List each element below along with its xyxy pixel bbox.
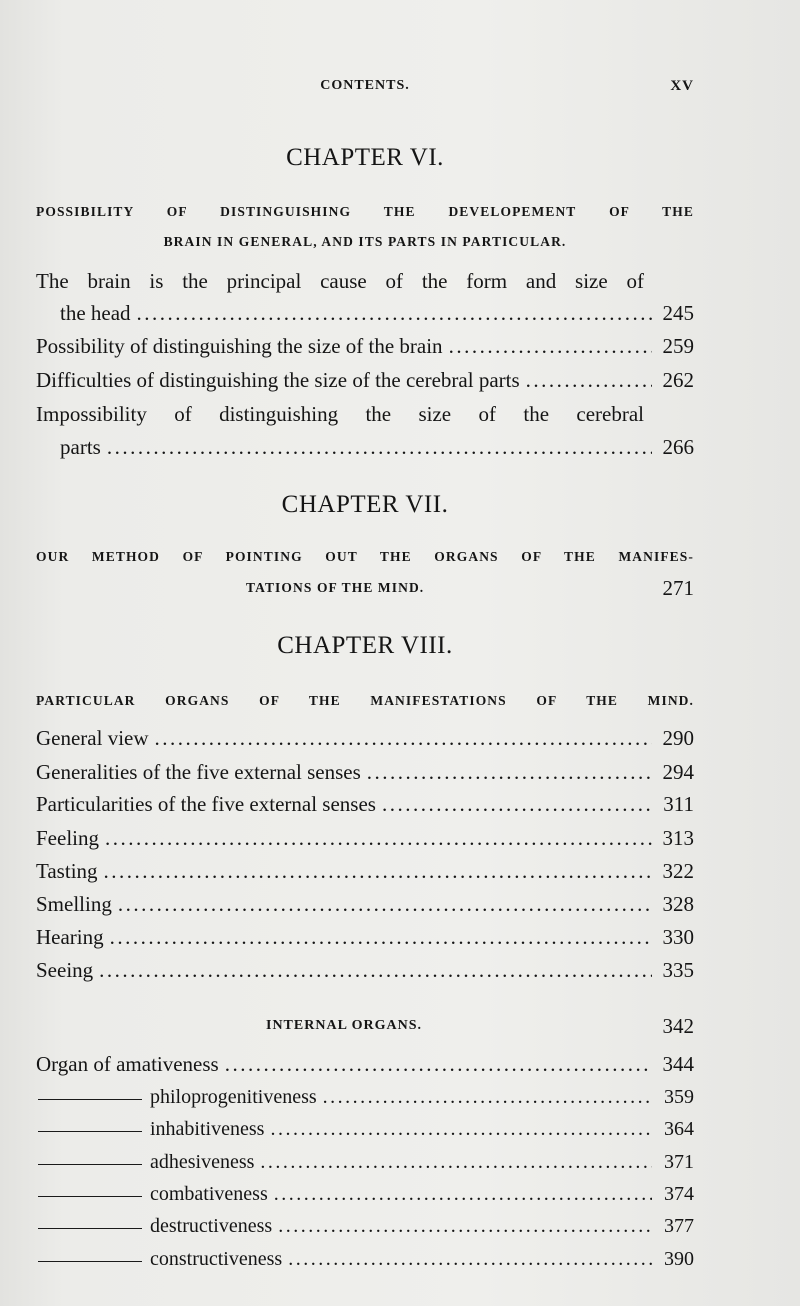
toc-entry-page: 294 <box>662 760 694 784</box>
dot-leader <box>270 1113 652 1145</box>
toc-entry <box>36 788 694 820</box>
toc-entry-text: General view <box>36 726 149 750</box>
dot-leader <box>107 431 652 463</box>
toc-sub-entry <box>38 1081 694 1113</box>
toc-entry-page: 271 <box>662 576 694 600</box>
chapter-title: CHAPTER VII. <box>281 491 449 518</box>
dot-leader <box>278 1210 652 1242</box>
toc-entry-text: Hearing <box>36 925 104 949</box>
dot-leader <box>104 855 652 887</box>
toc-entry-text: destructiveness <box>150 1215 273 1237</box>
toc-entry-page: 371 <box>664 1151 694 1173</box>
toc-entry <box>36 1048 694 1080</box>
toc-entry-page: 245 <box>662 301 694 325</box>
page-number: XV <box>670 78 694 94</box>
toc-entry-page: 313 <box>662 826 694 850</box>
toc-entry-text: philoprogenitiveness <box>150 1086 317 1108</box>
toc-entry-page: 335 <box>662 958 694 982</box>
dot-leader <box>367 756 652 788</box>
toc-entry-text: Smelling <box>36 892 112 916</box>
toc-entry-line: Impossibility of distinguishing the size of the cerebral <box>36 402 644 426</box>
toc-entry-page: 374 <box>664 1183 694 1205</box>
dot-leader <box>323 1081 652 1113</box>
dot-leader <box>225 1048 652 1080</box>
chapter-subtitle <box>36 542 694 572</box>
toc-entry-page: 290 <box>662 726 694 750</box>
toc-entry-text: combativeness <box>150 1183 268 1205</box>
toc-entry-page: 342 <box>662 1014 694 1038</box>
section-label: INTERNAL ORGANS. <box>266 1018 423 1033</box>
ditto-rule <box>38 1131 142 1132</box>
toc-entry <box>60 297 694 329</box>
toc-entry-text: adhesiveness <box>150 1151 255 1173</box>
toc-entry <box>36 888 694 920</box>
dot-leader <box>118 888 652 920</box>
ditto-rule <box>38 1164 142 1165</box>
dot-leader <box>274 1178 652 1210</box>
toc-entry-text: Generalities of the five external senses <box>36 760 361 784</box>
toc-entry-text: Feeling <box>36 826 99 850</box>
section-row <box>36 1010 694 1042</box>
chapter-subtitle-line: OUR METHOD OF POINTING OUT THE ORGANS OF THE MANIFES- <box>36 549 694 564</box>
ditto-rule <box>38 1099 142 1100</box>
toc-entry-line: The brain is the principal cause of the form and size of <box>36 269 644 293</box>
toc-entry-text: Difficulties of distinguishing the size of the cerebral parts <box>36 368 520 392</box>
toc-entry-text: inhabitiveness <box>150 1118 265 1140</box>
ditto-rule <box>38 1228 142 1229</box>
toc-entry-text: parts <box>60 435 101 459</box>
dot-leader <box>155 722 652 754</box>
dot-leader <box>110 921 652 953</box>
dot-leader <box>526 364 652 396</box>
dot-leader <box>260 1146 652 1178</box>
toc-sub-entry <box>38 1146 694 1178</box>
toc-entry-page: 259 <box>662 334 694 358</box>
chapter-subtitle <box>36 197 694 257</box>
toc-entry-text: constructiveness <box>150 1248 283 1270</box>
chapter-title: CHAPTER VIII. <box>277 632 453 659</box>
dot-leader <box>137 297 652 329</box>
chapter-subtitle-line: PARTICULAR ORGANS OF THE MANIFESTATIONS OF THE MIND. <box>36 693 694 708</box>
toc-entry-page: 262 <box>662 368 694 392</box>
toc-sub-entry <box>38 1243 694 1275</box>
chapter-subtitle <box>36 686 694 716</box>
toc-entry-page: 390 <box>664 1248 694 1270</box>
running-title: CONTENTS. <box>320 78 410 93</box>
toc-sub-entry <box>38 1113 694 1145</box>
toc-entry-page: 330 <box>662 925 694 949</box>
toc-entry <box>60 431 694 463</box>
toc-entry <box>36 364 694 396</box>
chapter-subtitle-line: BRAIN IN GENERAL, AND ITS PARTS IN PARTICULAR. <box>163 234 567 249</box>
ditto-rule <box>38 1196 142 1197</box>
toc-entry <box>36 722 694 754</box>
toc-entry-page: 311 <box>663 792 694 816</box>
toc-entry-text: Organ of amativeness <box>36 1052 219 1076</box>
toc-entry-page: 266 <box>662 435 694 459</box>
toc-entry-page: 344 <box>662 1052 694 1076</box>
toc-entry <box>36 822 694 854</box>
ditto-rule <box>38 1261 142 1262</box>
toc-entry-page: 328 <box>662 892 694 916</box>
page-header <box>36 78 694 100</box>
dot-leader <box>99 954 652 986</box>
chapter-subtitle-line: POSSIBILITY OF DISTINGUISHING THE DEVELOPEMENT OF THE <box>36 204 694 219</box>
toc-entry <box>36 756 694 788</box>
toc-sub-entry <box>38 1178 694 1210</box>
toc-entry <box>36 855 694 887</box>
dot-leader <box>449 330 652 362</box>
toc-entry-page: 377 <box>664 1215 694 1237</box>
chapter-subtitle-line: TATIONS OF THE MIND. <box>246 580 425 595</box>
toc-entry-page: 364 <box>664 1118 694 1140</box>
dot-leader <box>288 1243 652 1275</box>
chapter-title: CHAPTER VI. <box>286 144 444 171</box>
toc-entry <box>36 921 694 953</box>
chapter-subtitle-row <box>36 572 694 604</box>
toc-entry-text: Possibility of distinguishing the size of the brain <box>36 334 443 358</box>
toc-entry-page: 359 <box>664 1086 694 1108</box>
toc-sub-entry <box>38 1210 694 1242</box>
toc-entry-text: the head <box>60 301 131 325</box>
toc-entry-text: Tasting <box>36 859 98 883</box>
toc-entry <box>36 954 694 986</box>
toc-entry <box>36 330 694 362</box>
dot-leader <box>382 788 652 820</box>
toc-entry-page: 322 <box>662 859 694 883</box>
toc-entry-text: Particularities of the five external senses <box>36 792 376 816</box>
dot-leader <box>105 822 652 854</box>
toc-entry-text: Seeing <box>36 958 94 982</box>
